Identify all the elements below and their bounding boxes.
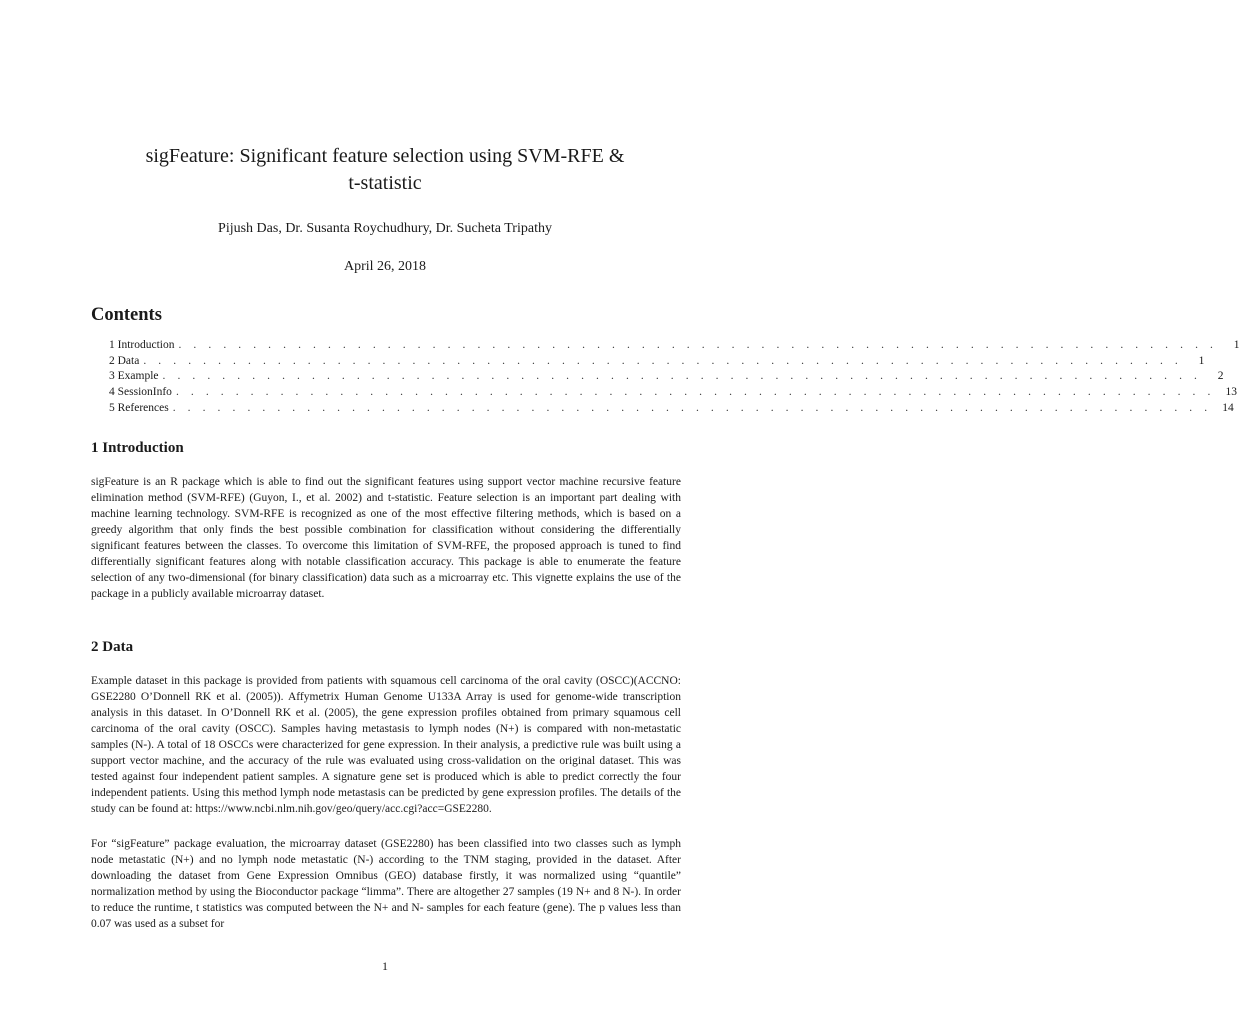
toc-leader-dots: . . . . . . . . . . . . . . . . . . . . . . . . . . . . . . . . . . . . . . . . . . . . . . . . . . . . . . . . . . . . . . . . . . . . . . [143,354,1183,367]
toc-entry-label: 3 Example [109,370,159,383]
table-of-contents [109,338,1240,416]
toc-entry[interactable] [109,338,1240,354]
toc-entry-label: 2 Data [109,354,140,367]
page-number: 1 [382,959,388,973]
introduction-paragraph: sigFeature is an R package which is able to find out the significant features using support vector machine recursive feature elimination method (SVM-RFE) (Guyon, I., et al. 2002) and t-statistic. Feature selection is an important part dealing with machine learning technology. SVM-RFE is recognized as one of the most effective filtering methods, which is based on a greedy algorithm that only finds the best possible combination for classification without considering the differentially significant features between the classes. To overcome this limitation of SVM-RFE, the proposed approach is tuned to find differentially significant features along with notable classification accuracy. This package is able to enumerate the feature selection of any two-dimensional (for binary classification) data such as a microarray etc. This vignette explains the use of the package in a publicly available microarray dataset. [91,476,681,600]
toc-entry-page: 2 [1217,370,1224,383]
section-heading-introduction: 1 Introduction [91,440,184,456]
toc-entry[interactable] [109,385,1237,401]
toc-entry[interactable] [109,354,1205,370]
toc-entry-page: 1 [1198,354,1205,367]
title-line-1: sigFeature: Significant feature selection using SVM-RFE & [145,145,625,167]
toc-entry[interactable] [109,369,1224,385]
section-heading-data: 2 Data [91,639,134,655]
title-line-2: t-statistic [348,172,422,194]
toc-entry-page: 1 [1233,339,1240,351]
toc-entry-label: 4 SessionInfo [109,386,172,399]
toc-entry-page: 14 [1222,401,1234,414]
toc-leader-dots: . . . . . . . . . . . . . . . . . . . . . . . . . . . . . . . . . . . . . . . . . . . . . . . . . . . . . . . . . . . . . . . . . . . . . . [162,370,1202,383]
toc-entry-label: 5 References [109,401,169,414]
author-list: Pijush Das, Dr. Susanta Roychudhury, Dr. Sucheta Tripathy [218,221,552,236]
toc-leader-dots: . . . . . . . . . . . . . . . . . . . . . . . . . . . . . . . . . . . . . . . . . . . . . . . . . . . . . . . . . . . . . . . . . . . . . . [175,386,1215,399]
toc-entry[interactable] [109,401,1234,417]
data-paragraph-2: For “sigFeature” package evaluation, the microarray dataset (GSE2280) has been classified into two classes such as lymph node metastatic (N+) and no lymph node metastatic (N-) according to the TNM staging, provided in the dataset. After downloading the dataset from Gene Expression Omnibus (GEO) database firstly, it was normalized using “quantile” normalization method by using the Bioconductor package “limma”. There are altogether 27 samples (19 N+ and 8 N-). In order to reduce the runtime, t statistics was computed between the N+ and N- samples for each feature (gene). The p values less than 0.07 was used as a subset for [91,838,681,930]
paper-title [60,143,710,197]
data-paragraph-1: Example dataset in this package is provided from patients with squamous cell carcinoma of the oral cavity (OSCC)(ACCNO: GSE2280 O’Donnell RK et al. (2005)). Affymetrix Human Genome U133A Array is used for genome-wide transcription analysis in this dataset. In O’Donnell RK et al. (2005), the gene expression profiles obtained from primary squamous cell carcinoma of the oral cavity (OSCC). Samples having metastasis to lymph nodes (N+) is compared with non-metastatic samples (N-). A total of 18 OSCCs were characterized for gene expression. In their analysis, a predictive rule was built using a support vector machine, and the accuracy of the rule was evaluated using cross-validation on the original dataset. This was tested against four independent patient samples. A signature gene set is produced which is able to predict correctly the four independent patients. Using this method lymph node metastasis can be predicted by gene expression profiles. The details of the study can be found at: https://www.ncbi.nlm.nih.gov/geo/query/acc.cgi?acc=GSE2280. [91,675,681,815]
toc-leader-dots: . . . . . . . . . . . . . . . . . . . . . . . . . . . . . . . . . . . . . . . . . . . . . . . . . . . . . . . . . . . . . . . . . . . . . . [172,401,1212,414]
toc-entry-page: 13 [1225,386,1237,399]
publication-date: April 26, 2018 [343,259,427,274]
contents-heading: Contents [91,305,162,325]
toc-entry-label: 1 Introduction [109,339,175,351]
toc-leader-dots: . . . . . . . . . . . . . . . . . . . . . . . . . . . . . . . . . . . . . . . . . . . . . . . . . . . . . . . . . . . . . . . . . . . . . . [178,339,1218,351]
